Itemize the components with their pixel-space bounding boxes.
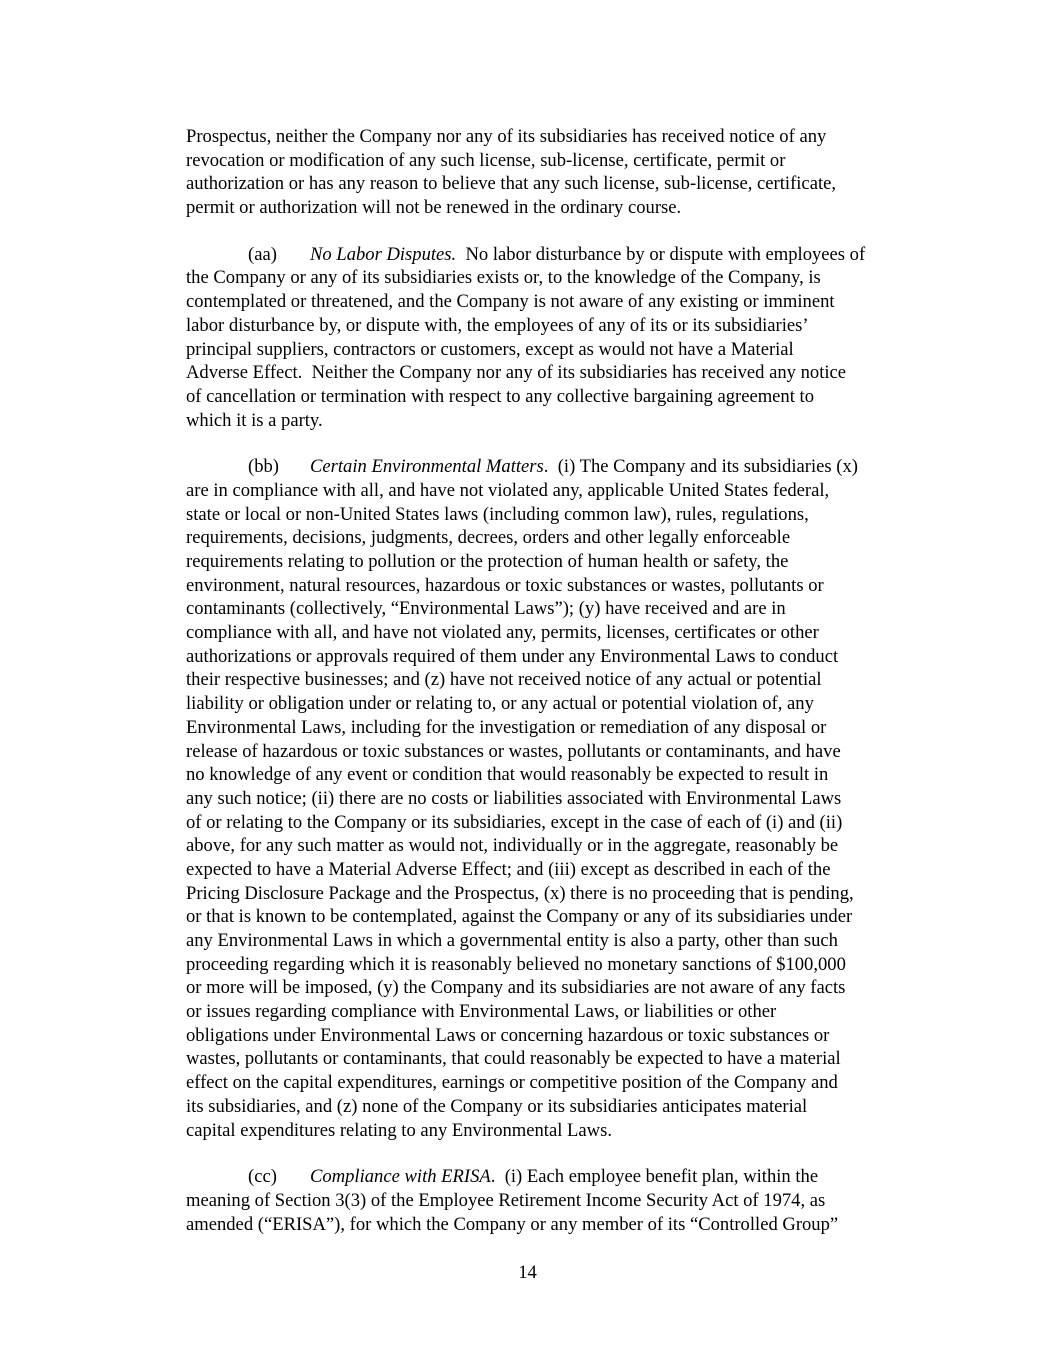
document-page (186, 125, 932, 1259)
section-heading: Certain Environmental Matters (310, 456, 544, 478)
text-line: effect on the capital expenditures, earnings or competitive position of the Company and (186, 1072, 838, 1094)
text-line: requirements, decisions, judgments, decrees, orders and other legally enforceable (186, 527, 791, 549)
text-line: their respective businesses; and (z) have not received notice of any actual or potential (186, 669, 822, 691)
text-line: amended (“ERISA”), for which the Company or any member of its “Controlled Group” (186, 1213, 839, 1235)
text-line: authorizations or approvals required of them under any Environmental Laws to conduct (186, 645, 839, 667)
text-line: wastes, pollutants or contaminants, that could reasonably be expected to have a material (186, 1048, 841, 1070)
text-line: contaminants (collectively, “Environmental Laws”); (y) have received and are in (186, 598, 786, 620)
section-first-line (186, 455, 932, 479)
text-line: Environmental Laws, including for the investigation or remediation of any disposal or (186, 716, 827, 738)
text-line: the Company or any of its subsidiaries exists or, to the knowledge of the Company, is (186, 267, 821, 289)
text-line: environment, natural resources, hazardous or toxic substances or wastes, pollutants or (186, 574, 824, 596)
section-first-line-text: . (i) The Company and its subsidiaries (x) (543, 456, 858, 478)
section-cc (186, 1165, 932, 1236)
section-first-line (186, 1165, 932, 1189)
text-line: obligations under Environmental Laws or concerning hazardous or toxic substances or (186, 1024, 830, 1046)
text-line: proceeding regarding which it is reasonably believed no monetary sanctions of $100,000 (186, 953, 846, 975)
section-number: (aa) (248, 243, 277, 265)
section-first-line-text: . (i) Each employee benefit plan, within the (490, 1166, 819, 1188)
text-line: of or relating to the Company or its subsidiaries, except in the case of each of (i) and (ii) (186, 811, 843, 833)
section-heading: Compliance with ERISA (310, 1166, 491, 1188)
text-line: or more will be imposed, (y) the Company and its subsidiaries are not aware of any facts (186, 977, 846, 999)
text-line: or that is known to be contemplated, against the Company or any of its subsidiaries under (186, 906, 853, 928)
text-line: requirements relating to pollution or the protection of human health or safety, the (186, 551, 789, 572)
text-line: expected to have a Material Adverse Effect; and (iii) except as described in each of the (186, 858, 831, 880)
text-line: Prospectus, neither the Company nor any of its subsidiaries has received notice of any (186, 126, 827, 147)
text-line: liability or obligation under or relating to, or any actual or potential violation of, any (186, 693, 814, 715)
text-line: which it is a party. (186, 409, 323, 431)
text-line: no knowledge of any event or condition that would reasonably be expected to result in (186, 764, 829, 786)
text-line: labor disturbance by, or dispute with, the employees of any of its or its subsidiaries’ (186, 314, 809, 336)
text-line: or issues regarding compliance with Environmental Laws, or liabilities or other (186, 1001, 777, 1023)
text-line: state or local or non-United States laws (including common law), rules, regulations, (186, 503, 809, 525)
text-line: are in compliance with all, and have not violated any, applicable United States federal, (186, 479, 830, 501)
section-heading: No Labor Disputes. (310, 243, 457, 265)
text-line: any Environmental Laws in which a governmental entity is also a party, other than such (186, 930, 838, 951)
text-line: Adverse Effect. Neither the Company nor any of its subsidiaries has received any notice (186, 362, 847, 384)
text-line: contemplated or threatened, and the Company is not aware of any existing or imminent (186, 291, 835, 313)
text-line: any such notice; (ii) there are no costs or liabilities associated with Environmental Laws (186, 787, 842, 809)
text-line: authorization or has any reason to believe that any such license, sub-license, certificate, (186, 173, 837, 195)
section-first-line (186, 243, 932, 267)
text-line: compliance with all, and have not violated any, permits, licenses, certificates or other (186, 622, 819, 644)
section-aa (186, 243, 932, 433)
page-number: 14 (518, 1262, 537, 1283)
text-line: revocation or modification of any such license, sub-license, certificate, permit or (186, 149, 786, 171)
text-line: principal suppliers, contractors or customers, except as would not have a Material (186, 338, 794, 360)
text-line: Pricing Disclosure Package and the Prospectus, (x) there is no proceeding that is pending, (186, 882, 854, 904)
text-line: of cancellation or termination with respect to any collective bargaining agreement to (186, 385, 814, 407)
text-line: permit or authorization will not be renewed in the ordinary course. (186, 197, 682, 219)
text-line: above, for any such matter as would not, individually or in the aggregate, reasonably be (186, 835, 839, 857)
text-line: its subsidiaries, and (z) none of the Company or its subsidiaries anticipates material (186, 1095, 808, 1117)
section-number: (cc) (248, 1166, 277, 1188)
continuation-paragraph (186, 125, 932, 220)
text-line: capital expenditures relating to any Environmental Laws. (186, 1119, 612, 1141)
section-bb (186, 455, 932, 1142)
text-line: release of hazardous or toxic substances or wastes, pollutants or contaminants, and have (186, 740, 841, 762)
section-number: (bb) (248, 456, 279, 478)
section-first-line-text: No labor disturbance by or dispute with employees of (456, 243, 866, 265)
text-line: meaning of Section 3(3) of the Employee Retirement Income Security Act of 1974, as (186, 1189, 826, 1211)
